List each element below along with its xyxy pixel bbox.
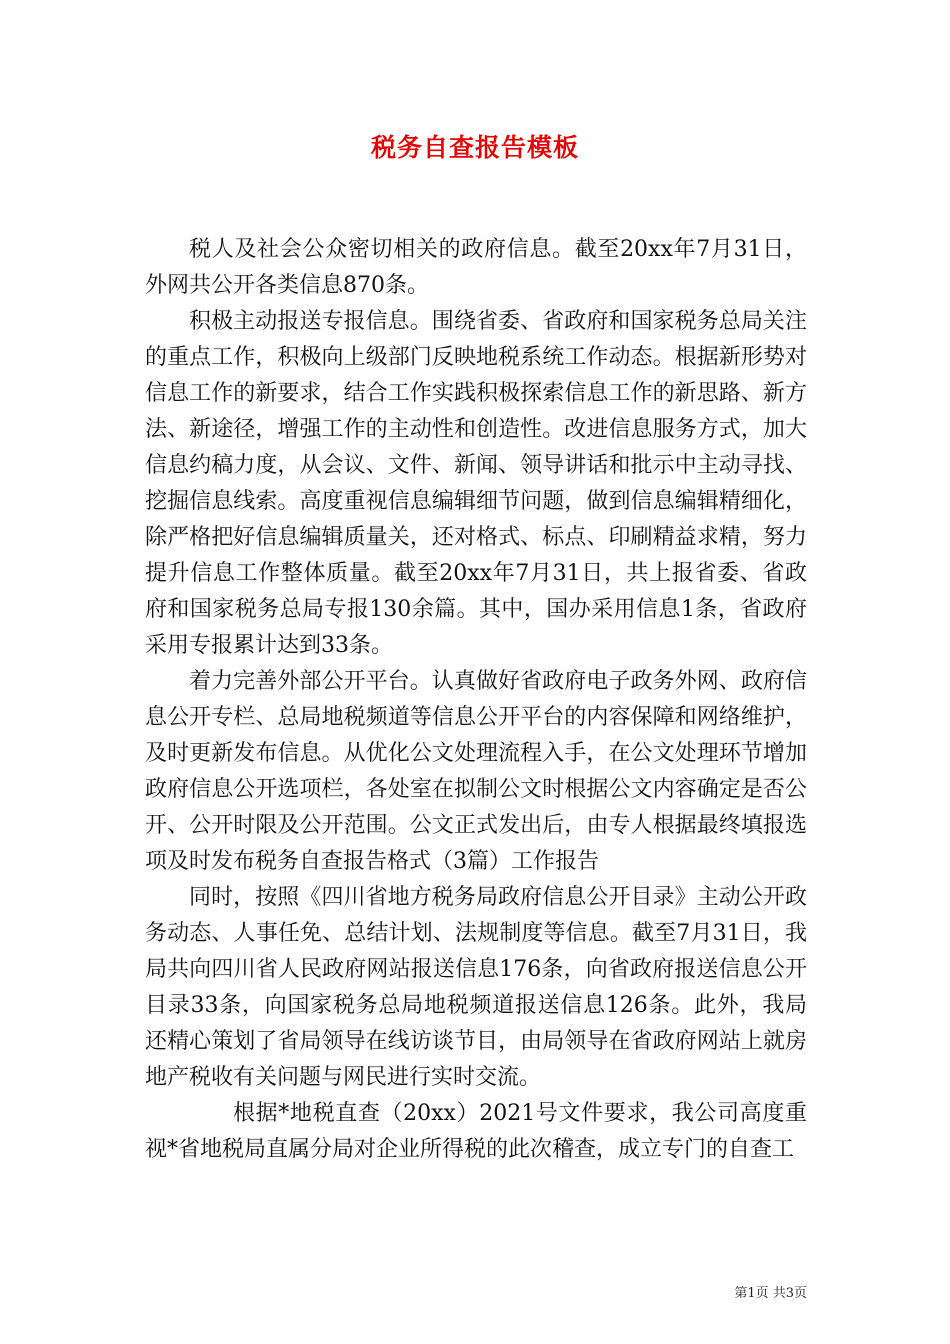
paragraph-4: 同时，按照《四川省地方税务局政府信息公开目录》主动公开政务动态、人事任免、总结计划、法规制度等信息。截至7月31日，我局共向四川省人民政府网站报送信息176条，向省政府报送信息公开目录33条，向国家税务总局地税频道报送信息126条。此外，我局还精心策划了省局领导在线访谈节目，由局领导在省政府网站上就房地产税收有关问题与网民进行实时交流。 xyxy=(145,885,807,1090)
document-body xyxy=(145,232,807,1168)
document-title: 税务自查报告模板 xyxy=(370,133,579,162)
page-number-footer: 第1页 共3页 xyxy=(734,1286,807,1301)
paragraph-3: 着力完善外部公开平台。认真做好省政府电子政务外网、政府信息公开专栏、总局地税频道等信息公开平台的内容保障和网络维护，及时更新发布信息。从优化公文处理流程入手，在公文处理环节增加政府信息公开选项栏，各处室在拟制公文时根据公文内容确定是否公开、公开时限及公开范围。公文正式发出后，由专人根据最终填报选项及时发布税务自查报告格式（3篇）工作报告 xyxy=(145,669,807,874)
paragraph-5: 根据*地税直查（20xx）2021号文件要求，我公司高度重视*省地税局直属分局对企业所得税的此次稽查，成立专门的自查工 xyxy=(145,1101,807,1162)
paragraph-2: 积极主动报送专报信息。围绕省委、省政府和国家税务总局关注的重点工作，积极向上级部门反映地税系统工作动态。根据新形势对信息工作的新要求，结合工作实践积极探索信息工作的新思路、新方法、新途径，增强工作的主动性和创造性。改进信息服务方式，加大信息约稿力度，从会议、文件、新闻、领导讲话和批示中主动寻找、挖掘信息线索。高度重视信息编辑细节问题，做到信息编辑精细化，除严格把好信息编辑质量关，还对格式、标点、印刷精益求精，努力提升信息工作整体质量。截至20xx年7月31日，共上报省委、省政府和国家税务总局专报130余篇。其中，国办采用信息1条，省政府采用专报累计达到33条。 xyxy=(145,309,807,658)
paragraph-1: 税人及社会公众密切相关的政府信息。截至20xx年7月31日，外网共公开各类信息870条。 xyxy=(145,237,807,298)
